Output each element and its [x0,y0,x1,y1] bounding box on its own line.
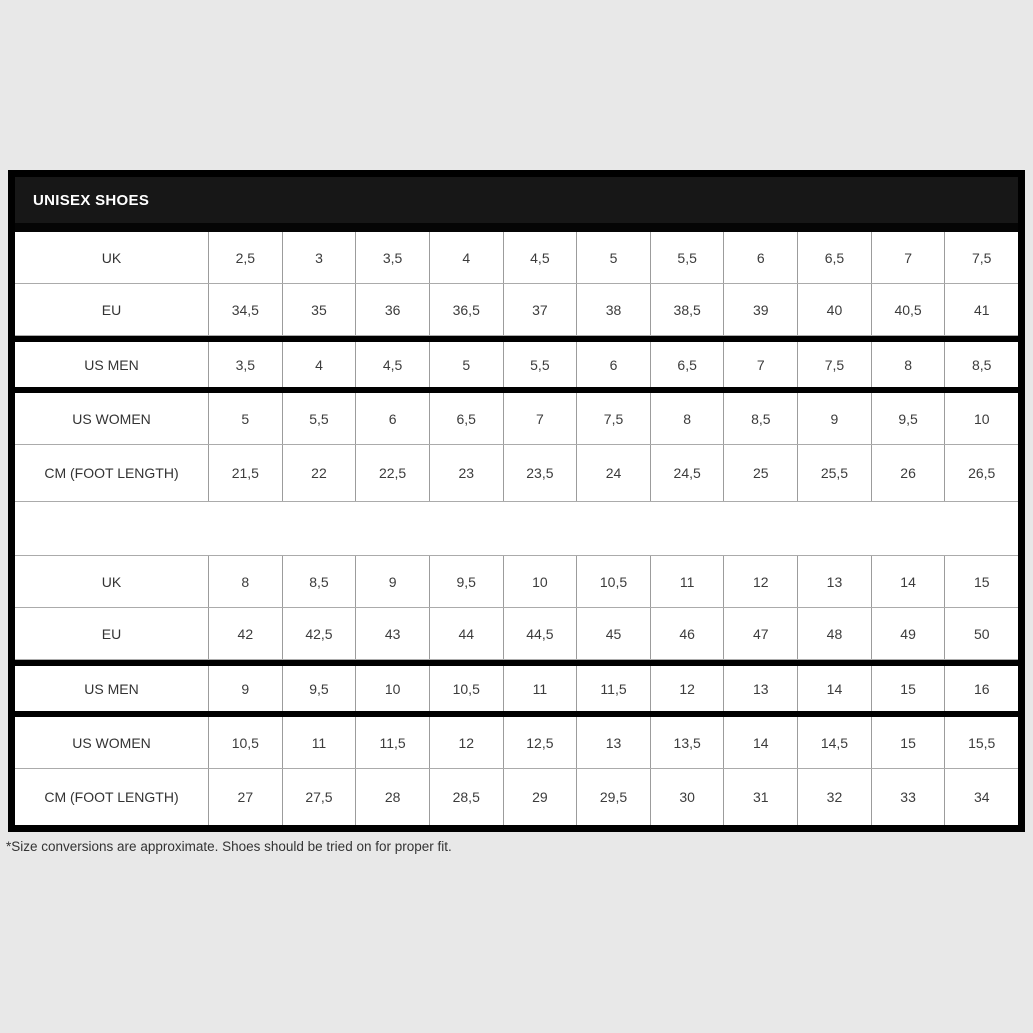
table-row [15,608,1018,660]
table-cell: 5 [576,232,650,283]
table-cell: 15 [944,556,1018,607]
table-cell: 10,5 [208,717,282,768]
table-cell: 49 [871,608,945,659]
table-cell: 7 [871,232,945,283]
table-cell: 9 [355,556,429,607]
table-cell: 5,5 [282,393,356,444]
table-cell: 4 [282,342,356,387]
table-cell: 37 [503,284,577,335]
table-cell: 10 [503,556,577,607]
table-cell: 10,5 [576,556,650,607]
table-cell: 22 [282,445,356,501]
table-cell: 8,5 [944,342,1018,387]
table-cell: 12 [723,556,797,607]
table-cell: 10 [355,666,429,711]
table-cell: 9 [208,666,282,711]
table-row [15,556,1018,608]
table-row [15,336,1018,393]
size-chart-table [8,170,1025,832]
table-cell: 36,5 [429,284,503,335]
table-cell: 3,5 [208,342,282,387]
table-cell: 15 [871,717,945,768]
table-cell: 21,5 [208,445,282,501]
table-cell: 38 [576,284,650,335]
table-cell: 11 [282,717,356,768]
table-cell: 35 [282,284,356,335]
size-chart-title: UNISEX SHOES [15,177,1018,232]
table-cell: 4,5 [503,232,577,283]
table-cell: 34,5 [208,284,282,335]
table-cell: 13,5 [650,717,724,768]
table-cell: 10 [944,393,1018,444]
table-row [15,232,1018,284]
table-cell: 26,5 [944,445,1018,501]
table-row [15,717,1018,769]
table-cell: 5,5 [503,342,577,387]
table-cell: 12 [429,717,503,768]
row-label: US MEN [84,680,139,697]
table-cell: 32 [797,769,871,825]
table-cell: 39 [723,284,797,335]
table-cell: 5 [208,393,282,444]
row-label: UK [101,573,122,590]
table-cell: 22,5 [355,445,429,501]
table-cell: 28 [355,769,429,825]
table-cell: 9,5 [282,666,356,711]
table-cell: 14 [797,666,871,711]
table-cell: 10,5 [429,666,503,711]
table-cell: 40 [797,284,871,335]
table-cell: 26 [871,445,945,501]
table-cell: 25,5 [797,445,871,501]
size-table-body [15,232,1018,825]
table-cell: 14,5 [797,717,871,768]
table-cell: 34 [944,769,1018,825]
table-cell: 4 [429,232,503,283]
row-label: US MEN [84,356,139,373]
row-label: US WOMEN [72,410,151,427]
size-chart-footnote: *Size conversions are approximate. Shoes should be tried on for proper fit. [6,839,452,854]
table-row [15,445,1018,502]
table-cell: 9,5 [429,556,503,607]
table-cell: 9,5 [871,393,945,444]
table-cell: 6,5 [650,342,724,387]
table-cell: 14 [723,717,797,768]
table-cell: 13 [797,556,871,607]
row-label: US WOMEN [72,734,151,751]
table-cell: 23 [429,445,503,501]
table-cell: 31 [723,769,797,825]
table-cell: 40,5 [871,284,945,335]
table-cell: 6,5 [797,232,871,283]
table-cell: 24 [576,445,650,501]
table-cell: 7,5 [576,393,650,444]
table-cell: 24,5 [650,445,724,501]
table-cell: 8 [871,342,945,387]
table-cell: 8,5 [723,393,797,444]
row-label: CM (FOOT LENGTH) [44,789,179,805]
table-cell: 12,5 [503,717,577,768]
table-cell: 27 [208,769,282,825]
spacer-row [15,502,1018,556]
table-cell: 28,5 [429,769,503,825]
table-cell: 15 [871,666,945,711]
table-cell: 23,5 [503,445,577,501]
table-cell: 50 [944,608,1018,659]
table-cell: 44 [429,608,503,659]
table-cell: 25 [723,445,797,501]
table-cell: 11,5 [576,666,650,711]
table-cell: 48 [797,608,871,659]
table-row [15,660,1018,717]
table-cell: 47 [723,608,797,659]
table-cell: 9 [797,393,871,444]
table-cell: 6 [723,232,797,283]
table-cell: 7 [503,393,577,444]
table-cell: 42 [208,608,282,659]
table-cell: 8 [208,556,282,607]
table-cell: 8 [650,393,724,444]
table-cell: 46 [650,608,724,659]
table-cell: 44,5 [503,608,577,659]
table-cell: 2,5 [208,232,282,283]
table-cell: 29 [503,769,577,825]
table-row [15,284,1018,336]
row-label: EU [101,625,122,642]
table-cell: 4,5 [355,342,429,387]
table-cell: 7,5 [944,232,1018,283]
table-cell: 13 [576,717,650,768]
row-label: UK [101,249,122,266]
table-cell: 6 [576,342,650,387]
table-cell: 11 [503,666,577,711]
table-cell: 11,5 [355,717,429,768]
table-cell: 33 [871,769,945,825]
table-cell: 12 [650,666,724,711]
table-row [15,769,1018,825]
table-row [15,393,1018,445]
table-cell: 14 [871,556,945,607]
table-cell: 16 [944,666,1018,711]
table-cell: 6,5 [429,393,503,444]
table-cell: 27,5 [282,769,356,825]
table-cell: 5,5 [650,232,724,283]
table-cell: 30 [650,769,724,825]
table-cell: 7 [723,342,797,387]
table-cell: 7,5 [797,342,871,387]
table-cell: 42,5 [282,608,356,659]
row-label: CM (FOOT LENGTH) [44,465,179,481]
table-cell: 43 [355,608,429,659]
table-cell: 5 [429,342,503,387]
table-cell: 15,5 [944,717,1018,768]
table-cell: 3,5 [355,232,429,283]
table-cell: 11 [650,556,724,607]
table-cell: 13 [723,666,797,711]
table-cell: 36 [355,284,429,335]
table-cell: 29,5 [576,769,650,825]
table-cell: 38,5 [650,284,724,335]
table-cell: 45 [576,608,650,659]
table-cell: 41 [944,284,1018,335]
table-cell: 3 [282,232,356,283]
row-label: EU [101,301,122,318]
table-cell: 6 [355,393,429,444]
table-cell: 8,5 [282,556,356,607]
